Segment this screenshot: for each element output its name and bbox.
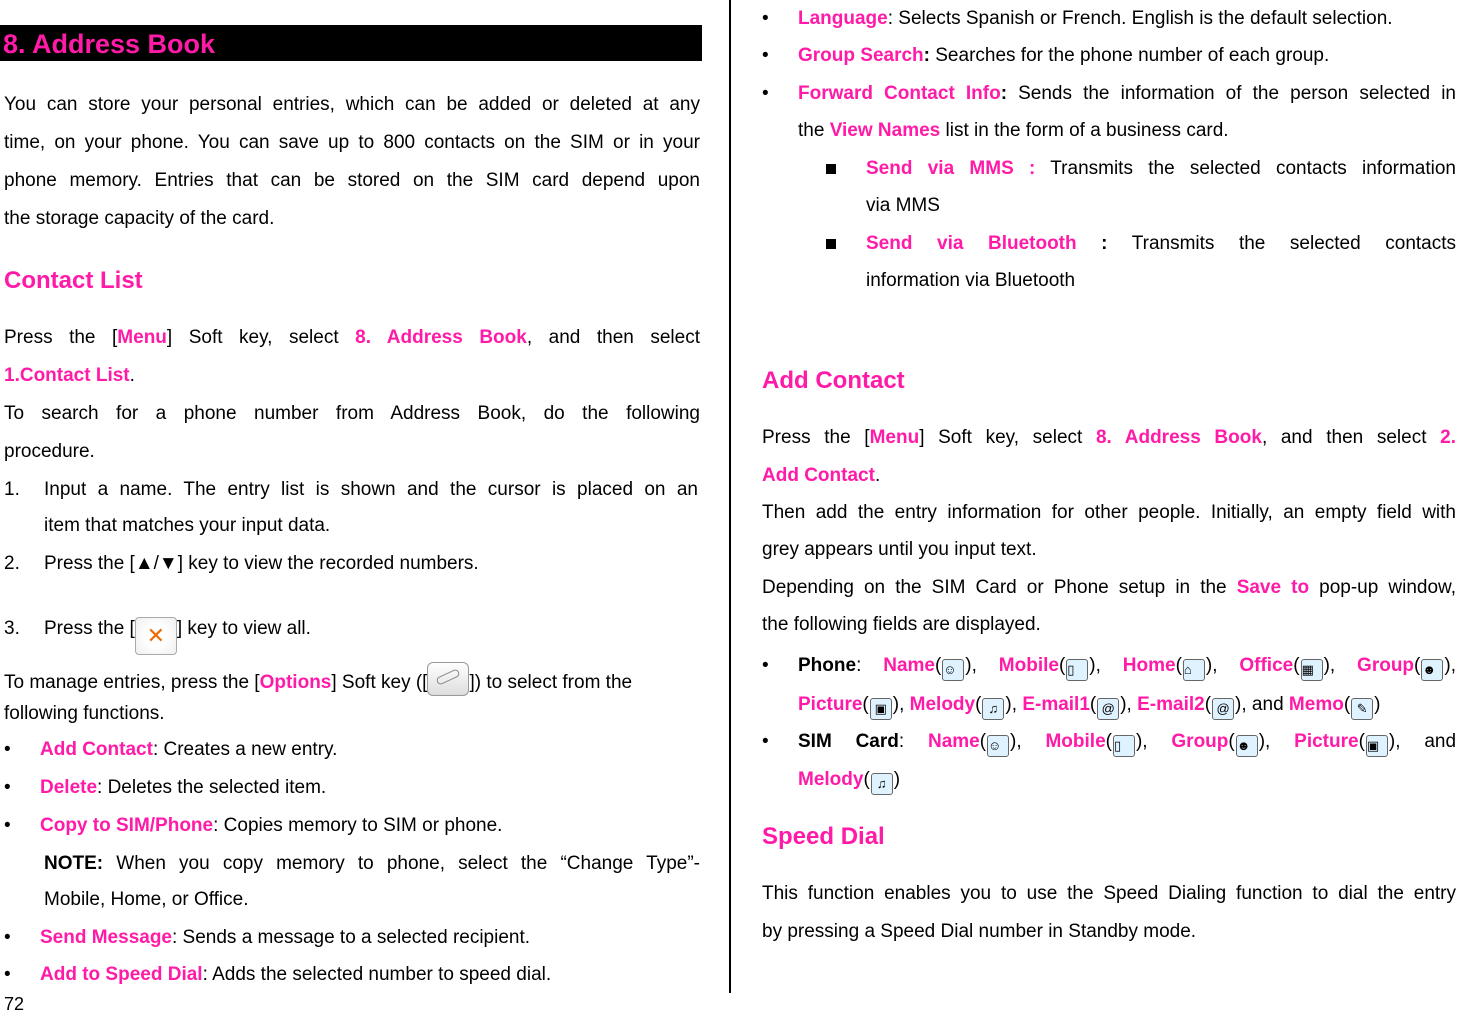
email2-icon: @ xyxy=(1212,698,1234,720)
menu-key: Menu xyxy=(117,327,167,348)
search-line: To search for a phone number from Address Book, do the following xyxy=(4,403,700,424)
manage-line2: following functions. xyxy=(4,703,165,724)
intro-line: phone memory. Entries that can be stored on the SIM card depend upon xyxy=(4,170,700,191)
intro-line: time, on your phone. You can save up to 800 contacts on the SIM or in your xyxy=(4,132,700,153)
group-icon: ☻ xyxy=(1421,659,1443,681)
sub-option-line2: information via Bluetooth xyxy=(866,270,1076,291)
sub-option-line2: via MMS xyxy=(866,195,940,216)
press-menu-line: Press the [Menu] Soft key, select 8. Address Book, and then select 2. xyxy=(762,427,1456,448)
intro-line: the storage capacity of the card. xyxy=(4,208,275,229)
name-icon: ☺ xyxy=(942,659,964,681)
forward-line2: the View Names list in the form of a business card. xyxy=(798,120,1229,141)
section-title: 8. Address Book xyxy=(0,25,702,61)
picture-icon: ▣ xyxy=(870,698,892,720)
office-icon: ▦ xyxy=(1301,659,1323,681)
up-arrow-icon: ▲ xyxy=(134,553,154,574)
contact-list-item-line: 1.Contact List. xyxy=(4,365,135,386)
name-icon: ☺ xyxy=(987,735,1009,757)
note-line: NOTE: When you copy memory to phone, select the “Change Type”- xyxy=(44,853,700,874)
note-line2: Mobile, Home, or Office. xyxy=(44,889,249,910)
speed-line: This function enables you to use the Speed Dialing function to dial the entry xyxy=(762,883,1456,904)
manage-line: To manage entries, press the [Options] Soft key ([ ]) to select from the xyxy=(4,662,700,702)
page-number: 72 xyxy=(4,994,25,1014)
contact-list-heading: Contact List xyxy=(4,267,143,294)
melody-icon: ♫ xyxy=(871,773,893,795)
phone-fields-cont: Picture( ▣ ), Melody( ♫ ), E-mail1( @ ), E-mail2( @ ), and Memo( ✎ ) xyxy=(798,686,1456,724)
email1-icon: @ xyxy=(1097,698,1119,720)
soft-key-icon xyxy=(427,662,469,696)
depending-line: the following fields are displayed. xyxy=(762,614,1041,635)
add-contact-heading: Add Contact xyxy=(762,367,905,394)
depending-line: Depending on the SIM Card or Phone setup in the Save to pop-up window, xyxy=(762,577,1456,598)
speed-dial-heading: Speed Dial xyxy=(762,823,885,850)
sim-fields-cont: Melody( ♫ ) xyxy=(798,761,1456,799)
melody-icon: ♫ xyxy=(982,698,1004,720)
home-icon: ⌂ xyxy=(1183,659,1205,681)
intro-line: You can store your personal entries, which can be added or deleted at any xyxy=(4,94,700,115)
options-key: Options xyxy=(259,672,332,693)
step-1-cont: item that matches your input data. xyxy=(44,515,331,536)
speed-line: by pressing a Speed Dial number in Standby mode. xyxy=(762,921,1197,942)
column-divider xyxy=(729,0,731,993)
mobile-icon: ▯ xyxy=(1113,735,1135,757)
group-icon: ☻ xyxy=(1236,735,1258,757)
mobile-icon: ▯ xyxy=(1066,659,1088,681)
add-contact-item-line: Add Contact. xyxy=(762,465,881,486)
contact-list-item: 1.Contact List xyxy=(4,365,130,386)
address-book-link: 8. Address Book xyxy=(355,327,527,348)
down-arrow-icon: ▼ xyxy=(158,553,178,574)
memo-icon: ✎ xyxy=(1351,698,1373,720)
search-line: procedure. xyxy=(4,441,95,462)
cancel-key-icon: ✕ xyxy=(135,617,177,655)
then-line: Then add the entry information for other people. Initially, an empty field with xyxy=(762,502,1456,523)
press-menu-line: Press the [Menu] Soft key, select 8. Address Book, and then select xyxy=(4,327,700,348)
picture-icon: ▣ xyxy=(1366,735,1388,757)
then-line: grey appears until you input text. xyxy=(762,539,1037,560)
